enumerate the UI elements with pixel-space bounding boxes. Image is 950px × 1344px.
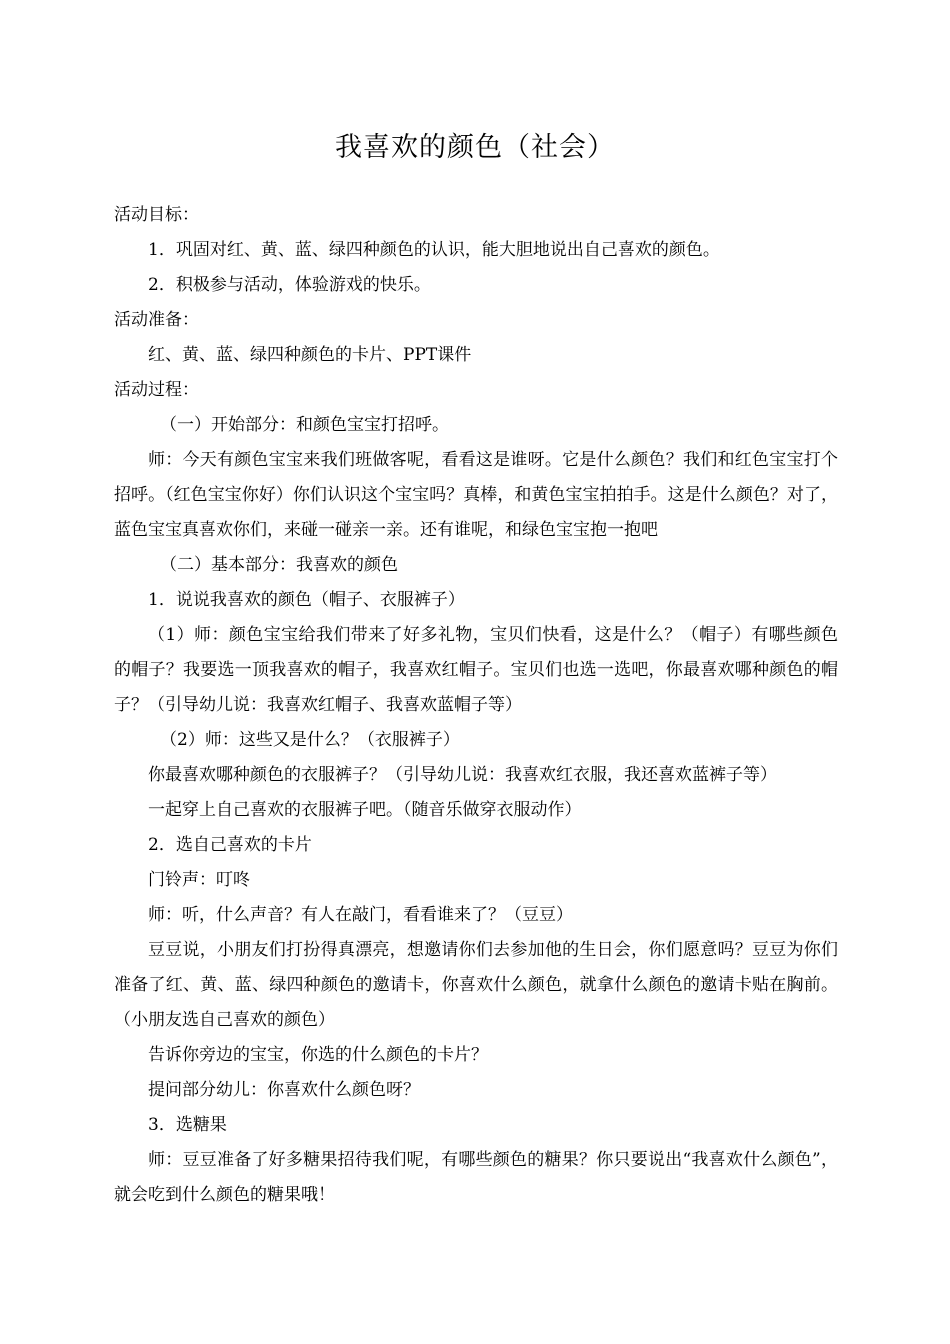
paragraph: 1．说说我喜欢的颜色（帽子、衣服裤子） bbox=[148, 590, 465, 610]
paragraph: 2．积极参与活动，体验游戏的快乐。 bbox=[148, 275, 431, 295]
paragraph: 师：今天有颜色宝宝来我们班做客呢，看看这是谁呀。它是什么颜色？我们和红色宝宝打个招呼。（红色宝宝你好）你们认识这个宝宝吗？真棒，和黄色宝宝拍拍手。这是什么颜色？对了，蓝色宝宝真喜欢你们，来碰一碰亲一亲。还有谁呢，和绿色宝宝抱一抱吧 bbox=[114, 450, 838, 540]
paragraph: （1）师：颜色宝宝给我们带来了好多礼物，宝贝们快看，这是什么？（帽子）有哪些颜色的帽子？我要选一顶我喜欢的帽子，我喜欢红帽子。宝贝们也选一选吧，你最喜欢哪种颜色的帽子？（引导幼儿说：我喜欢红帽子、我喜欢蓝帽子等） bbox=[114, 625, 838, 715]
document-title: 我喜欢的颜色（社会） bbox=[335, 132, 615, 163]
paragraph: 师：豆豆准备了好多糖果招待我们呢，有哪些颜色的糖果？你只要说出“我喜欢什么颜色”，就会吃到什么颜色的糖果哦！ bbox=[114, 1150, 838, 1205]
paragraph: 门铃声：叮咚 bbox=[148, 870, 250, 890]
paragraph: 活动目标： bbox=[114, 205, 199, 225]
paragraph: 红、黄、蓝、绿四种颜色的卡片、PPT课件 bbox=[148, 345, 472, 365]
paragraph: （2）师：这些又是什么？（衣服裤子） bbox=[160, 730, 460, 750]
paragraph: 告诉你旁边的宝宝，你选的什么颜色的卡片？ bbox=[148, 1045, 488, 1065]
paragraph: 1．巩固对红、黄、蓝、绿四种颜色的认识，能大胆地说出自己喜欢的颜色。 bbox=[148, 240, 720, 260]
paragraph: 一起穿上自己喜欢的衣服裤子吧。（随音乐做穿衣服动作） bbox=[148, 800, 582, 820]
paragraph: 豆豆说，小朋友们打扮得真漂亮，想邀请你们去参加他的生日会，你们愿意吗？豆豆为你们准备了红、黄、蓝、绿四种颜色的邀请卡，你喜欢什么颜色，就拿什么颜色的邀请卡贴在胸前。（小朋友选自己喜欢的颜色） bbox=[114, 940, 838, 1030]
paragraph: 师：听，什么声音？有人在敲门，看看谁来了？（豆豆） bbox=[148, 905, 573, 925]
paragraph: 2．选自己喜欢的卡片 bbox=[148, 835, 312, 855]
paragraph: （二）基本部分：我喜欢的颜色 bbox=[160, 555, 398, 575]
paragraph: 活动过程： bbox=[114, 380, 199, 400]
paragraph: 提问部分幼儿：你喜欢什么颜色呀？ bbox=[148, 1080, 420, 1100]
document-body bbox=[114, 198, 838, 1213]
paragraph: 你最喜欢哪种颜色的衣服裤子？（引导幼儿说：我喜欢红衣服，我还喜欢蓝裤子等） bbox=[148, 765, 777, 785]
paragraph: （一）开始部分：和颜色宝宝打招呼。 bbox=[160, 415, 449, 435]
paragraph: 活动准备： bbox=[114, 310, 199, 330]
paragraph: 3．选糖果 bbox=[148, 1115, 227, 1135]
